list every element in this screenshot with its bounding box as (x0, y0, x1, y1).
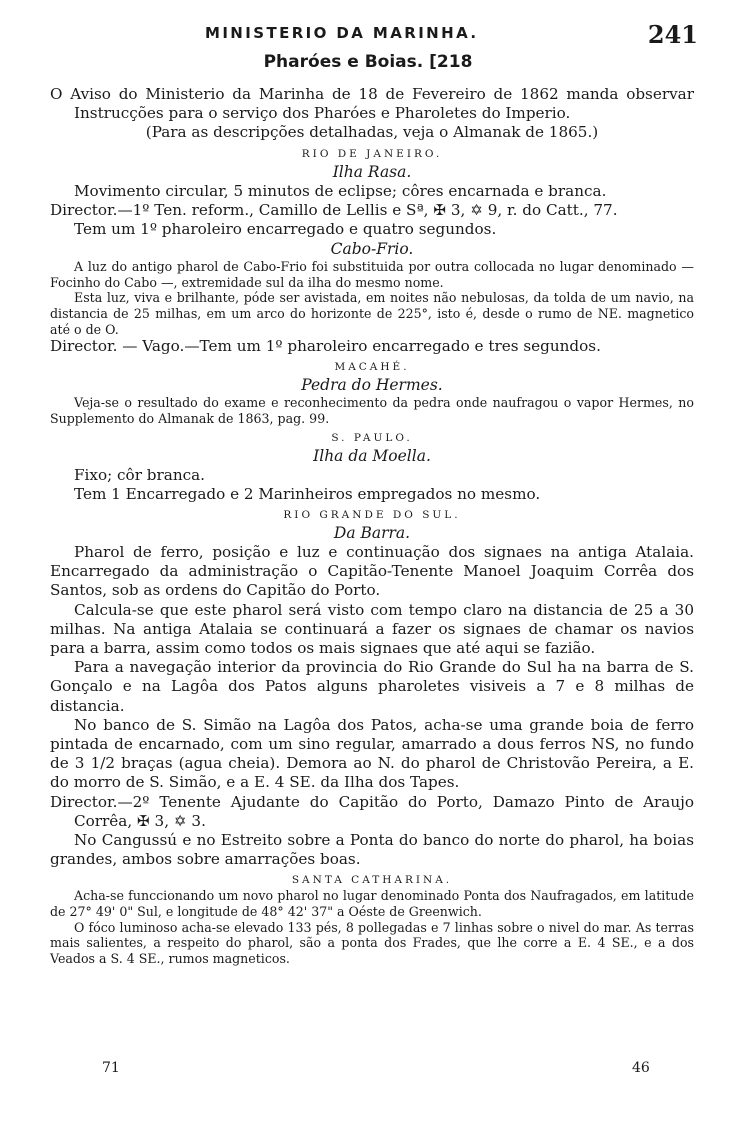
moella-line: Fixo; côr branca. (74, 465, 205, 484)
cabo-frio-director: Director. — Vago.—Tem um 1º pharoleiro encarregado e tres segundos. (50, 337, 601, 356)
rio-grande-director: Director.—2º Tenente Ajudante do Capitão do Porto, Damazo Pinto de Araujo Corrêa, ✠ 3, ✡ 3. (50, 792, 694, 830)
title-ilha-rasa: Ilha Rasa. (332, 162, 412, 181)
title-pedra-do-hermes: Pedra do Hermes. (301, 376, 443, 395)
rio-grande-paragraph: No Cangussú e no Estreito sobre a Ponta do banco do norte do pharol, ha boias grandes, ambos sobre amarrações boas. (50, 831, 694, 869)
page-number: 241 (647, 20, 698, 49)
santa-catharina-paragraph: O fóco luminoso acha-se elevado 133 pés, 8 pollegadas e 7 linhas sobre o nivel do mar. As terras mais salientes, a respeito do pharol, são a ponta dos Frades, que lhe corre a E. 4 SE., e a dos Veados a S. 4 SE., rumos magneticos. (50, 919, 694, 966)
section-title: Pharóes e Boias. [218 (263, 52, 473, 72)
heading-sao-paulo: S. PAULO. (331, 431, 413, 444)
cabo-frio-paragraph: Esta luz, viva e brilhante, póde ser avistada, em noites não nebulosas, da tolda de um navio, na distancia de 25 milhas, em um arco do horizonte de 225°, isto é, desde o rumo de NE. magnetico até o de O. (50, 290, 694, 337)
signature-mark-left: 71 (102, 1060, 120, 1076)
heading-macahe: MACAHÉ. (334, 361, 410, 374)
document-body (50, 85, 694, 966)
santa-catharina-paragraph: Acha-se funccionando um novo pharol no lugar denominado Ponta dos Naufragados, em latitude de 27° 49' 0" Sul, e longitude de 48° 42' 37" a Oéste de Greenwich. (50, 888, 694, 920)
title-ilha-da-moella: Ilha da Moella. (313, 446, 431, 465)
rio-grande-paragraph: No banco de S. Simão na Lagôa dos Patos, acha-se uma grande boia de ferro pintada de encarnado, com um sino regular, amarrado a dous ferros NS, no fundo de 3 1/2 braças (agua cheia). Demora ao N. do pharol de Christovão Pereira, a E. do morro de S. Simão, e a E. 4 SE. da Ilha dos Tapes. (50, 715, 694, 792)
signature-mark-right: 46 (632, 1060, 650, 1076)
heading-rio-de-janeiro: RIO DE JANEIRO. (301, 147, 443, 160)
rio-grande-paragraph: Calcula-se que este pharol será visto com tempo claro na distancia de 25 a 30 milhas. Na antiga Atalaia se continuará a fazer os signaes de chamar os navios para a barra, assim como todos os mais signaes que até aqui se fazião. (50, 600, 694, 657)
ilha-rasa-line: Movimento circular, 5 minutos de eclipse; côres encarnada e branca. (74, 181, 607, 200)
rio-grande-paragraph: Para a navegação interior da provincia do Rio Grande do Sul ha na barra de S. Gonçalo e na Lagôa dos Patos alguns pharoletes visiveis a 7 e 8 milhas de distancia. (50, 658, 694, 715)
page-header (0, 20, 736, 50)
title-cabo-frio: Cabo-Frio. (330, 240, 414, 259)
intro-paragraph: O Aviso do Ministerio da Marinha de 18 de Fevereiro de 1862 manda observar Instrucções para o serviço dos Pharóes e Pharoletes do Imperio. (50, 85, 694, 123)
rio-grande-paragraph: Pharol de ferro, posição e luz e continuação dos signaes na antiga Atalaia. Encarregado da administração o Capitão-Tenente Manoel Joaquim Corrêa dos Santos, sob as ordens do Capitão do Porto. (50, 542, 694, 600)
moella-line: Tem 1 Encarregado e 2 Marinheiros empregados no mesmo. (74, 484, 541, 503)
heading-rio-grande: RIO GRANDE DO SUL. (283, 508, 461, 521)
intro-note: (Para as descripções detalhadas, veja o Almanak de 1865.) (145, 123, 599, 142)
running-title: MINISTERIO DA MARINHA. (205, 24, 479, 42)
ilha-rasa-director: Director.—1º Ten. reform., Camillo de Lellis e Sª, ✠ 3, ✡ 9, r. do Catt., 77. (50, 200, 618, 219)
macahe-paragraph: Veja-se o resultado do exame e reconhecimento da pedra onde naufragou o vapor Hermes, no Supplemento do Almanak de 1863, pag. 99. (50, 395, 694, 426)
heading-santa-catharina: SANTA CATHARINA. (291, 874, 453, 887)
ilha-rasa-line: Tem um 1º pharoleiro encarregado e quatro segundos. (74, 220, 497, 239)
title-da-barra: Da Barra. (333, 523, 411, 542)
cabo-frio-paragraph: A luz do antigo pharol de Cabo-Frio foi substituida por outra collocada no lugar denominado — Focinho do Cabo —, extremidade sul da ilha do mesmo nome. (50, 259, 694, 290)
